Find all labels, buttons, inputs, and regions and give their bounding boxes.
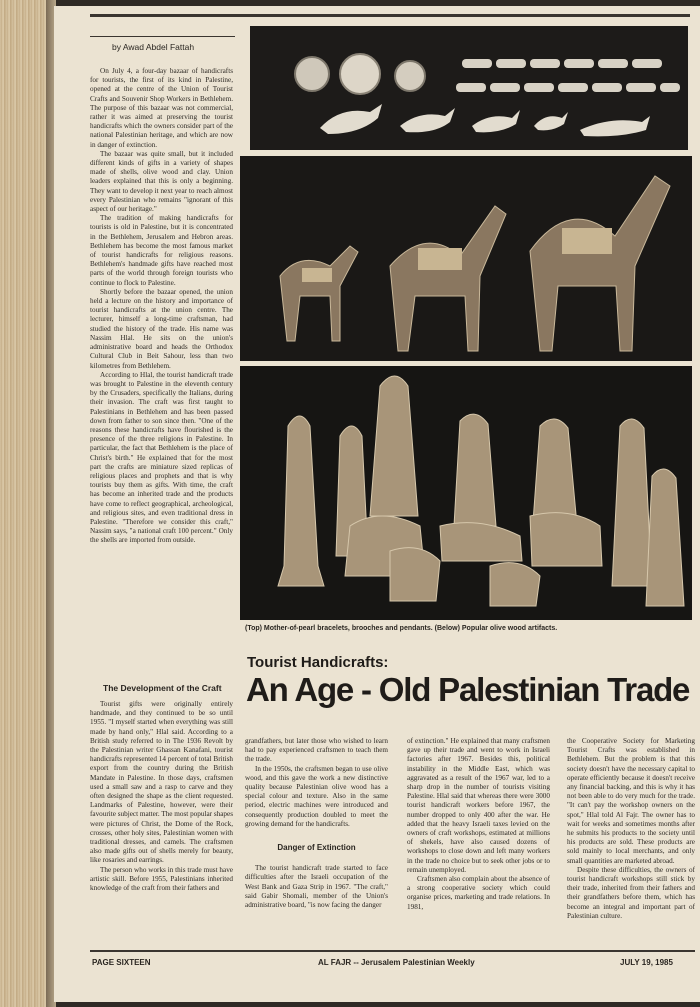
- footer-date: JULY 19, 1985: [620, 958, 673, 967]
- paragraph: the Cooperative Society for Marketing Tourist Crafts was established in Bethlehem. But the problem is that this society doesn't have the necessary capital to operate efficiently because it doesn't receive any financial backing, and this is why it has not been able to do very much for the trade. "It can't pay the workshop owners on the spot," Hlal told Al Fajr. The owner has to wait for weeks and sometimes months after he submits his products to the society until his products are sold. These products are sold mainly to local merchants, and only small quantities are marketed abroad.: [567, 737, 695, 865]
- article-column-3: [407, 737, 550, 945]
- paragraph: Tourist gifts were originally entirely handmade, and they continued to be so until 1955. "I myself started when everything was still made by hand only," Hlal said. According to a British study referred to in The 1936 Revolt by the Palestinian writer Ghassan Kanafani, tourist handicrafts represented 14 percent of total British export from the country during the British Mandate in Palestine. In those days, craftsmen used a small saw and a rasp to carve and they often designed the shape as the client requested. Landmarks of Palestine, however, were their favourite subject matter. The most popular shapes were pictures of Christ, the Dome of the Rock, crosses, other holy sites, Palestinian women with traditional dresses, and camels. The craftsmen also made gifts out of shells merely for beauty, like rosaries and earrings.: [90, 700, 233, 865]
- article-column-4: [567, 737, 695, 945]
- paragraph: grandfathers, but later those who wished to learn had to pay experienced craftsmen to teach them the trade.: [245, 737, 388, 764]
- footer-publication: AL FAJR -- Jerusalem Palestinian Weekly: [318, 958, 475, 967]
- paragraph: On July 4, a four-day bazaar of handicrafts for tourists, the first of its kind in Palestine, opened at the centre of the Union of Tourist Crafts and Souvenir Shop Workers in Bethlehem. The purpose of this bazaar was not commercial, rather it was aimed at preserving the tourist handicrafts which the owners consider part of the national Palestinian heritage, and which are now in danger of extinction.: [90, 67, 233, 149]
- footer-rule: [90, 950, 695, 952]
- paragraph: Shortly before the bazaar opened, the union held a lecture on the history and importance of tourist handicrafts at the union centre. The lecturer, himself a long-time craftsman, had studied the history of the trade. His name was Nassim Hlal. He sits on the union's administrative board and heads the Orthodox Cultural Club in Beit Sahour, less than two kilometres from Bethlehem.: [90, 287, 233, 370]
- paragraph: Despite these difficulties, the owners of tourist handicraft workshops still stick by their trade, inherited from their fathers and their grandfathers before them, which has become an integral and important part of Palestinian culture.: [567, 865, 695, 920]
- nativity-image: [240, 366, 692, 620]
- byline-rule: [90, 36, 235, 37]
- paragraph: According to Hlal, the tourist handicraft trade was brought to Palestine in the eleventh century by the Crusaders, specifically the Italians, during their invasion. The craft was first taught to Palestinians in Bethlehem and has been passed down from father to son since then. "One of the reasons these handicrafts have flourished is the presence of the three religions in Palestine. In particular, the fact that Bethlehem is the place of Christ's birth." He explained that for the most part the crafts are miniature sized replicas of religious places and prophets and that is why tourists buy them as gifts. With time, the craft has become an inherited trade and the products have come to reflect geographical, archeological, and religious sites, and even traditional dress in Palestine. "Therefore we consider this craft," Nassim says, "a national craft 100 percent." Only the shells are imported from outside.: [90, 370, 233, 545]
- paragraph: In the 1950s, the craftsmen began to use olive wood, and this gave the work a new distinctive quality because Palestinian olive wood has a special colour and texture. Also in the same period, electric machines were introduced and consequently production doubled to meet the growing demand for the handicrafts.: [245, 764, 388, 828]
- paragraph: The bazaar was quite small, but it included different kinds of gifts in a variety of shapes made of shells, olive wood and clay. Union leaders explained that this is only a beginning. They want to develop it next year to reach almost every Palestinian who remains "ignorant of this aspect of our heritage.": [90, 149, 233, 214]
- camels-image: [240, 156, 692, 361]
- paragraph: The person who works in this trade must have artistic skill. Before 1955, Palestinians inherited knowledge of the craft from their fathers and: [90, 865, 233, 893]
- byline: by Awad Abdel Fattah: [112, 42, 195, 52]
- photo-olive-wood-nativity: [240, 366, 692, 620]
- footer-page-number: PAGE SIXTEEN: [92, 958, 151, 967]
- subheading-development: The Development of the Craft: [103, 683, 222, 693]
- headline: An Age - Old Palestinian Trade: [246, 671, 690, 708]
- mother-of-pearl-image: [250, 26, 688, 150]
- book-binding-edge: [0, 0, 50, 1007]
- paragraph: Craftsmen also complain about the absence of a strong cooperative society which could organise prices, marketing and trade relations. In 1981,: [407, 875, 550, 911]
- subheading-danger: Danger of Extinction: [277, 843, 356, 853]
- article-column-2: [245, 737, 388, 945]
- paragraph: The tourist handicraft trade started to face difficulties after the Israeli occupation of the West Bank and Gaza Strip in 1967. "The craft," said Gabir Shomali, member of the Union's administrative board, "is now facing the danger: [245, 864, 388, 910]
- article-column-1b: [90, 700, 233, 945]
- headline-kicker: Tourist Handicrafts:: [247, 654, 389, 671]
- top-rule: [90, 14, 690, 17]
- paragraph: of extinction." He explained that many craftsmen gave up their trade and went to work in Israeli factories after 1967. Besides this, political instability in the Middle East, which was aggravated as a result of the 1967 war, led to a sharp drop in the number of tourists visiting Palestine. Hlal said that whereas there were 3000 tourist handicraft workers before 1967, the number dropped to only 400 after the war. He added that the heavy Israeli taxes levied on the owners of craft workshops, estimated at millions of shekels, have also caused dozens of workshops to close down and left many workers in the trade no choice but to seek other jobs or to remain unemployed.: [407, 737, 550, 874]
- article-column-1: [90, 67, 233, 687]
- photo-olive-wood-camels: [240, 156, 692, 361]
- photo-caption: (Top) Mother-of-pearl bracelets, brooches and pendants. (Below) Popular olive wood artifacts.: [245, 625, 558, 632]
- photo-mother-of-pearl: [250, 26, 688, 150]
- paragraph: The tradition of making handicrafts for tourists is old in Palestine, but it is concentrated in the Bethlehem, Jerusalem and Hebron areas. Bethlehem has become the most famous market of tourist handicrafts for religious reasons. Bethlehem's handmade gifts have reached most parts of the world through foreign tourists who continue to flock to Palestine.: [90, 214, 233, 287]
